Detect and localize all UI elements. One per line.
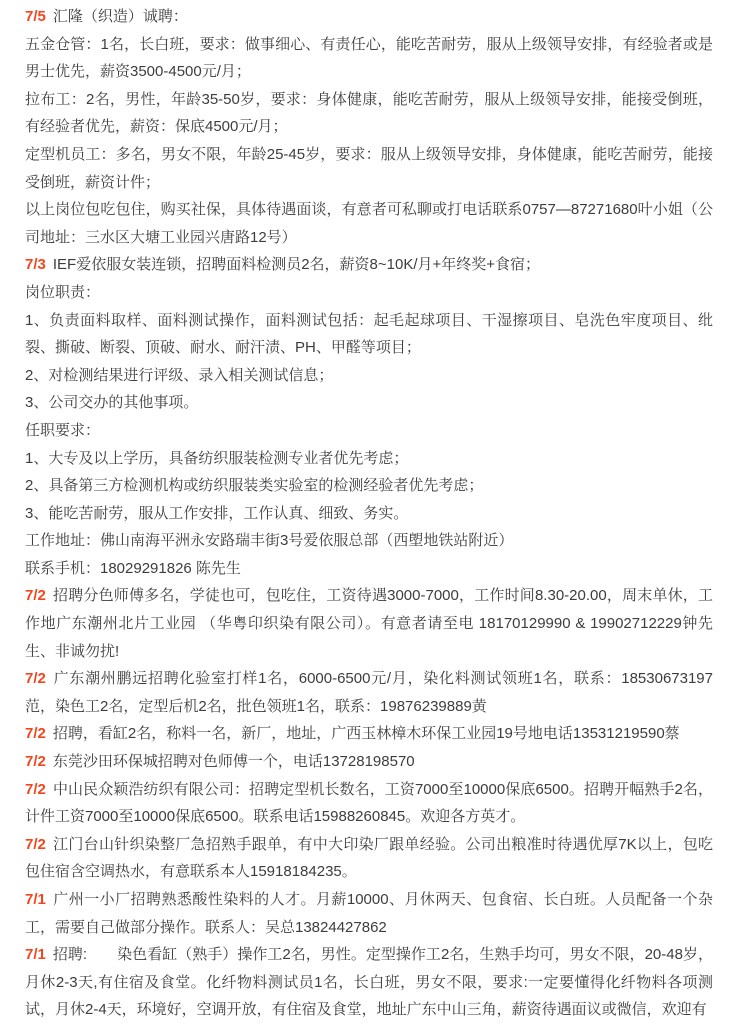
post-text: 3、能吃苦耐劳，服从工作安排，工作认真、细致、务实。 xyxy=(25,504,409,522)
post-text: 3、公司交办的其他事项。 xyxy=(25,394,199,412)
post-text: 东莞沙田环保城招聘对色师傅一个，电话13728198570 xyxy=(52,753,415,771)
post-text: IEF爱依服女装连锁，招聘面料检测员2名，薪资8~10K/月+年终奖+食宿； xyxy=(52,256,541,274)
post-paragraph xyxy=(25,748,713,776)
post-text: 以上岗位包吃包住，购买社保，具体待遇面谈，有意者可私聊或打电话联系0757—87271680叶小姐（公司地址：三水区大塘工业园兴唐路12号） xyxy=(25,201,713,246)
post-text: 拉布工：2名，男性，年龄35-50岁，要求：身体健康，能吃苦耐劳，服从上级领导安排，能接受倒班，有经验者优先，薪资：保底4500元/月； xyxy=(25,90,713,136)
post-text: 1、负责面料取样、面料测试操作，面料测试包括：起毛起球项目、干湿擦项目、皂洗色牢度项目、纰裂、撕破、断裂、顶破、耐水、耐汗渍、PH、甲醛等项目； xyxy=(25,311,713,357)
post-paragraph xyxy=(25,445,713,473)
post-paragraph xyxy=(25,389,713,417)
post-text: 江门台山针织染整厂急招熟手跟单，有中大印染厂跟单经验。公司出粮准时待遇优厚7K以上，包吃包住宿含空调热水，有意联系本人15918184235。 xyxy=(25,835,713,881)
post-date: 7/3 xyxy=(25,256,46,274)
post-paragraph xyxy=(25,886,713,941)
post-paragraph xyxy=(25,279,713,307)
post-text: 2、对检测结果进行评级、录入相关测试信息； xyxy=(25,366,334,384)
post-date: 7/2 xyxy=(25,670,46,688)
post-text: 工作地址：佛山南海平洲永安路瑞丰街3号爱依服总部（西塱地铁站附近） xyxy=(25,532,514,550)
post-text: 招聘: 染色看缸（熟手）操作工2名，男性。定型操作工2名，生熟手均可，男女不限，20-48岁，月休2-3天,有住宿及食堂。化纤物料测试员1名，长白班，男女不限，要求:一定要懂得化纤物料各项测试，月休2-4天，环境好，空调开放，有住宿及食堂，地址广东中山三角，薪资待遇面议或微信，欢迎有 xyxy=(25,946,713,1019)
post-date: 7/2 xyxy=(25,587,46,605)
post-text: 广州一小厂招聘熟悉酸性染料的人才。月薪10000、月休两天、包食宿、长白班。人员配备一个杂工，需要自己做部分操作。联系人：吴总13824427862 xyxy=(25,891,713,936)
post-paragraph xyxy=(25,527,713,555)
post-paragraph xyxy=(25,472,713,500)
post-date: 7/2 xyxy=(25,835,46,853)
post-paragraph xyxy=(25,141,713,196)
post-paragraph xyxy=(25,3,713,31)
post-date: 7/1 xyxy=(25,891,46,908)
post-paragraph xyxy=(25,500,713,528)
post-date: 7/5 xyxy=(25,8,46,25)
post-paragraph xyxy=(25,417,713,445)
post-paragraph xyxy=(25,665,713,720)
post-text: 联系手机：18029291826 陈先生 xyxy=(25,559,241,577)
post-text: 招聘分色师傅多名，学徒也可，包吃住，工资待遇3000-7000，工作时间8.30-20.00，周末单休，工作地广东潮州北片工业园 （华粤印织染有限公司）。有意者请至电 18170129990 & 19902712229钟先生、非诚勿扰! xyxy=(25,587,713,660)
post-text: 岗位职责： xyxy=(25,283,101,301)
post-paragraph xyxy=(25,362,713,390)
post-text: 中山民众颖浩纺织有限公司：招聘定型机长数名，工资7000至10000保底6500。招聘开幅熟手2名，计件工资7000至10000保底6500。联系电话15988260845。欢迎各方英才。 xyxy=(25,780,713,826)
post-paragraph xyxy=(25,555,713,583)
post-paragraph xyxy=(25,251,713,279)
post-text: 汇隆（织造）诚聘： xyxy=(52,8,188,25)
post-date: 7/2 xyxy=(25,725,46,743)
post-text: 1、大专及以上学历，具备纺织服装检测专业者优先考虑； xyxy=(25,449,409,467)
post-date: 7/1 xyxy=(25,946,46,964)
post-text: 定型机员工：多名，男女不限，年龄25-45岁，要求：服从上级领导安排，身体健康，能吃苦耐劳，能接受倒班，薪资计件； xyxy=(25,145,713,191)
post-text: 招聘，看缸2名，称料一名，新厂，地址，广西玉林樟木环保工业园19号地电话13531219590蔡 xyxy=(52,725,680,743)
post-paragraph xyxy=(25,86,713,141)
post-date: 7/2 xyxy=(25,780,46,798)
post-paragraph xyxy=(25,582,713,665)
post-text: 任职要求： xyxy=(25,421,101,439)
post-text: 五金仓管：1名，长白班，要求：做事细心、有责任心，能吃苦耐劳，服从上级领导安排，有经验者或是男士优先，薪资3500-4500元/月； xyxy=(25,35,713,81)
post-date: 7/2 xyxy=(25,753,46,771)
post-paragraph xyxy=(25,831,713,886)
post-paragraph xyxy=(25,31,713,86)
post-paragraph xyxy=(25,196,713,251)
post-paragraph xyxy=(25,941,713,1024)
post-paragraph xyxy=(25,720,713,748)
post-text: 广东潮州鹏远招聘化验室打样1名，6000-6500元/月，染化料测试领班1名，联系：18530673197范，染色工2名，定型后机2名，批色领班1名，联系：19876239889黄 xyxy=(25,670,713,715)
post-paragraph xyxy=(25,776,713,831)
post-paragraph xyxy=(25,307,713,362)
post-text: 2、具备第三方检测机构或纺织服装类实验室的检测经验者优先考虑； xyxy=(25,477,484,495)
